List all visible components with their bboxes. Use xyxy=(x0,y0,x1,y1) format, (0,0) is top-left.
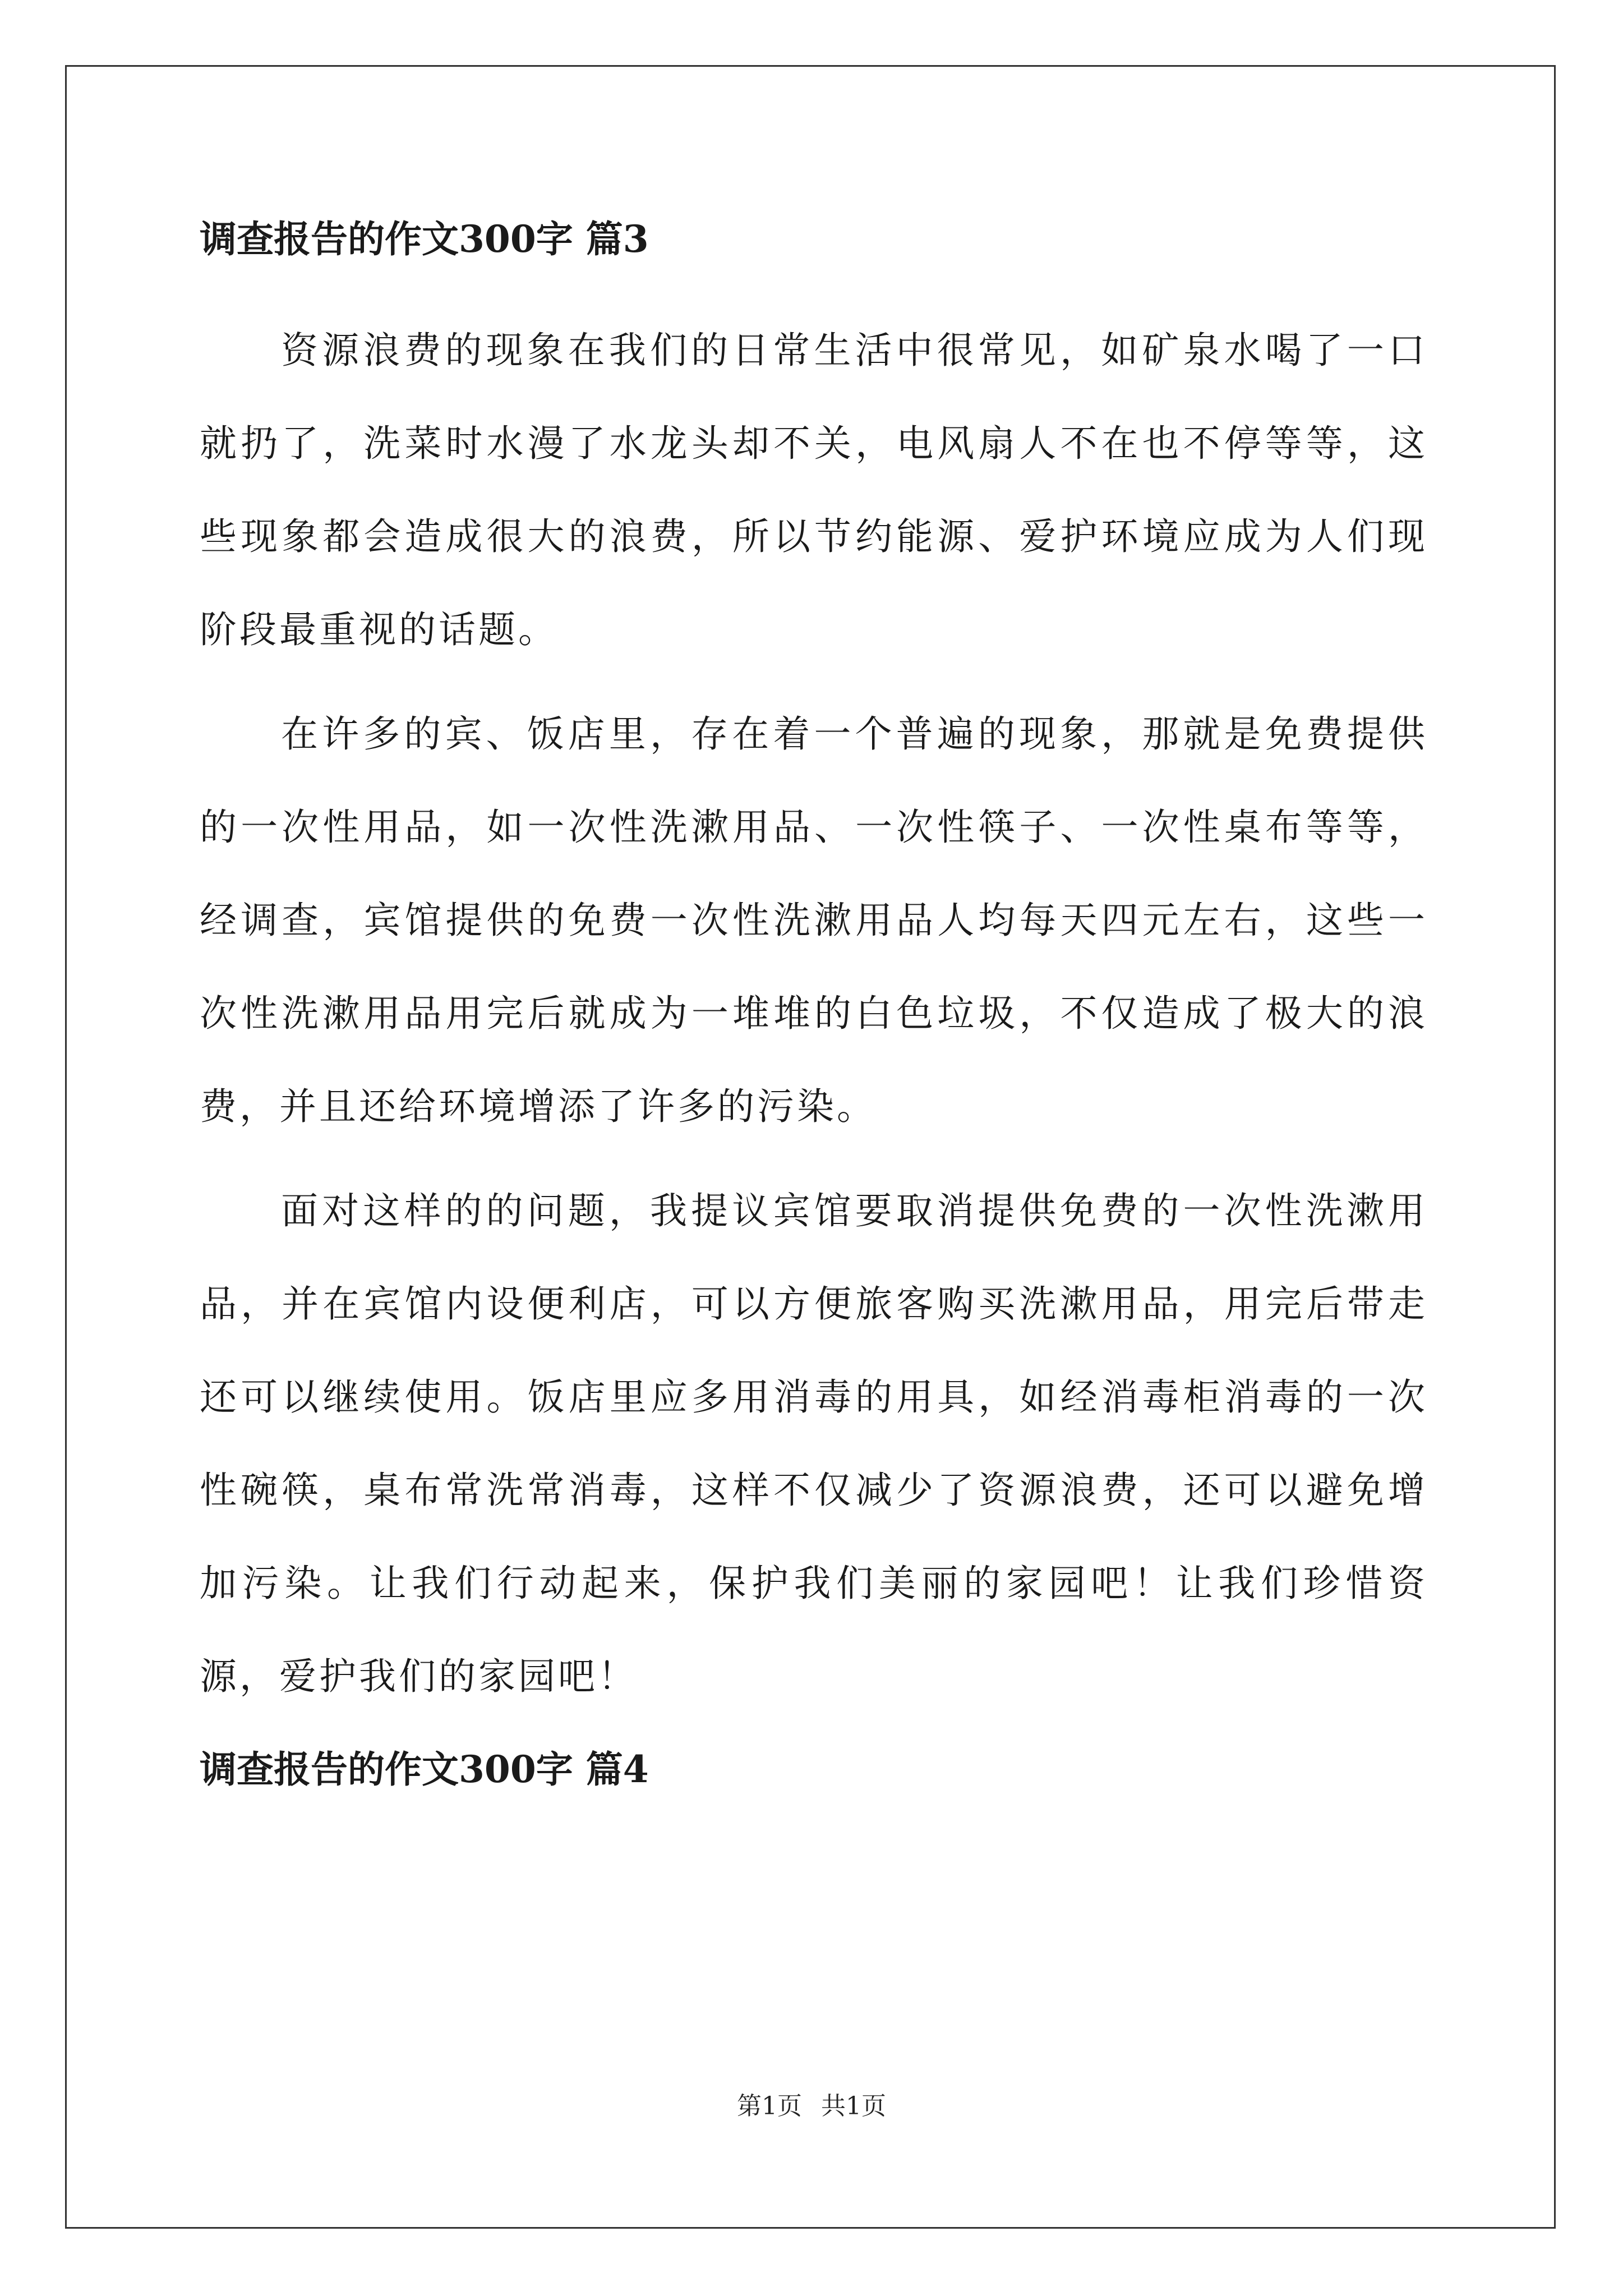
document-body xyxy=(200,213,1428,1795)
paragraph-2: 在许多的宾、饭店里，存在着一个普遍的现象，那就是免费提供的一次性用品，如一次性洗漱用品、一次性筷子、一次性桌布等等，经调查，宾馆提供的免费一次性洗漱用品人均每天四元左右，这些一次性洗漱用品用完后就成为一堆堆的白色垃圾，不仅造成了极大的浪费，并且还给环境增添了许多的污染。 xyxy=(200,712,1428,1128)
page-number-current: 第1页 xyxy=(737,2092,802,2120)
paragraph-3: 面对这样的的问题，我提议宾馆要取消提供免费的一次性洗漱用品，并在宾馆内设便利店，可以方便旅客购买洗漱用品，用完后带走还可以继续使用。饭店里应多用消毒的用具，如经消毒柜消毒的一次性碗筷，桌布常洗常消毒，这样不仅减少了资源浪费，还可以避免增加污染。让我们行动起来，保护我们美丽的家园吧！让我们珍惜资源，爱护我们的家园吧！ xyxy=(200,1189,1428,1698)
section-heading-4: 调查报告的作文300字 篇4 xyxy=(200,1747,649,1791)
section-heading-3: 调查报告的作文300字 篇3 xyxy=(200,217,649,261)
page-footer xyxy=(0,2090,1623,2123)
page-number-total: 共1页 xyxy=(821,2092,886,2120)
paragraph-1: 资源浪费的现象在我们的日常生活中很常见，如矿泉水喝了一口就扔了，洗菜时水漫了水龙头却不关，电风扇人不在也不停等等，这些现象都会造成很大的浪费，所以节约能源、爱护环境应成为人们现阶段最重视的话题。 xyxy=(200,329,1428,651)
